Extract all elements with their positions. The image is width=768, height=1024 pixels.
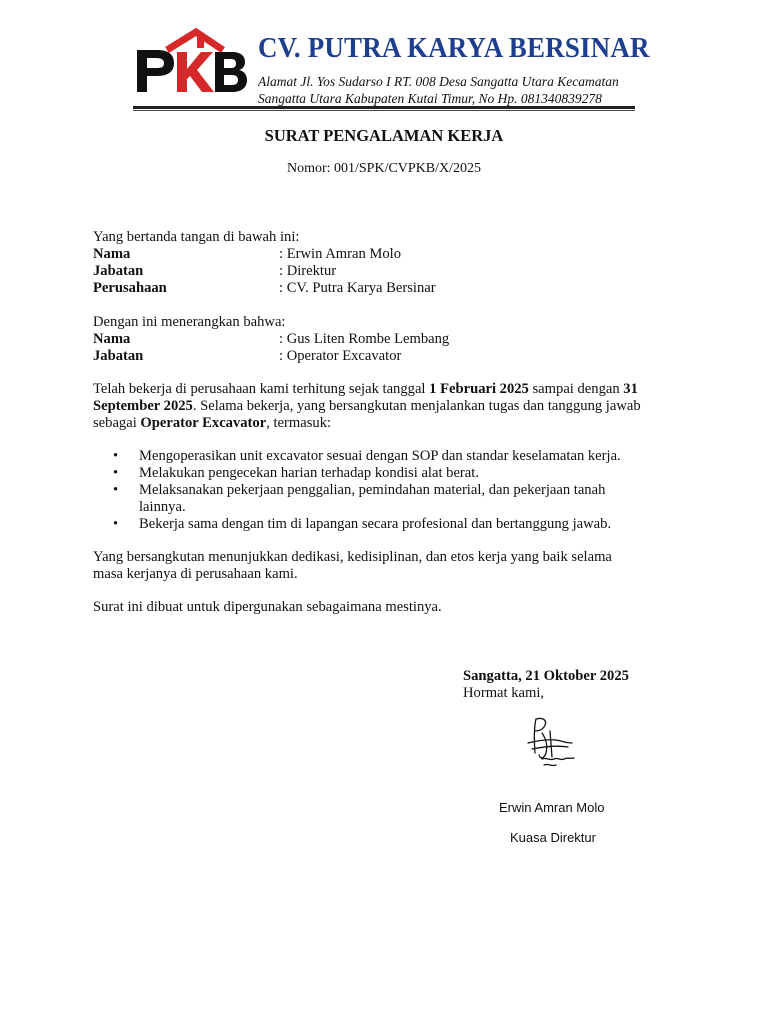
signer-position-value: : Direktur [279, 263, 337, 279]
list-item: • Melakukan pengecekan harian terhadap kondisi alat berat. [139, 465, 669, 482]
document-title: SURAT PENGALAMAN KERJA [264, 126, 504, 145]
start-date: 1 Februari 2025 [429, 381, 529, 397]
address-line-1: Alamat Jl. Yos Sudarso I RT. 008 Desa Sangatta Utara Kecamatan [258, 74, 619, 89]
handwritten-signature-icon [522, 713, 584, 775]
signer-company-label: Perusahaan [93, 280, 167, 296]
signer-name: Erwin Amran Molo [499, 800, 605, 815]
body-text: sebagai [93, 415, 141, 431]
end-date-month-year: September 2025 [93, 398, 193, 414]
body-text: , termasuk: [266, 415, 332, 431]
signer-company-value: : CV. Putra Karya Bersinar [279, 280, 436, 296]
list-item: • Melaksanakan pekerjaan penggalian, pemindahan material, dan pekerjaan tanah lainnya. [139, 482, 639, 516]
closing-statement: Surat ini dibuat untuk dipergunakan sebagaimana mestinya. [93, 599, 442, 615]
subject-name-label: Nama [93, 331, 131, 347]
closing-paragraph-line-2: masa kerjanya di perusahaan kami. [93, 566, 298, 582]
signer-position: Kuasa Direktur [510, 830, 596, 845]
company-name: CV. PUTRA KARYA BERSINAR [258, 32, 650, 64]
closing-paragraph-line-1: Yang bersangkutan menunjukkan dedikasi, kedisiplinan, dan etos kerja yang baik selama [93, 549, 612, 565]
body-text: sampai dengan [528, 381, 624, 397]
letterhead-divider [133, 106, 635, 109]
subject-position-value: : Operator Excavator [279, 348, 402, 364]
body-paragraph-line-2 [93, 398, 641, 415]
letterhead-divider-thin [133, 110, 635, 111]
body-text: . Selama bekerja, yang bersangkutan menjalankan tugas dan tanggung jawab [192, 398, 641, 414]
document-number: Nomor: 001/SPK/CVPKB/X/2025 [286, 161, 482, 176]
signer-intro: Yang bertanda tangan di bawah ini: [93, 229, 300, 245]
signer-position-label: Jabatan [93, 263, 144, 279]
end-date-day: 31 [623, 381, 638, 397]
subject-position-label: Jabatan [93, 348, 144, 364]
greeting: Hormat kami, [463, 685, 545, 701]
job-title: Operator Excavator [140, 415, 267, 431]
body-paragraph-line-1 [93, 381, 638, 398]
signer-name-label: Nama [93, 246, 131, 262]
company-logo [133, 28, 248, 98]
address-line-2: Sangatta Utara Kabupaten Kutai Timur, No Hp. 081340839278 [258, 91, 602, 106]
place-date: Sangatta, 21 Oktober 2025 [463, 668, 629, 684]
list-item: • Mengoperasikan unit excavator sesuai dengan SOP dan standar keselamatan kerja. [139, 448, 669, 465]
body-text: Telah bekerja di perusahaan kami terhitung sejak tanggal [93, 381, 430, 397]
body-paragraph-line-3 [93, 415, 331, 432]
subject-name-value: : Gus Liten Rombe Lembang [279, 331, 450, 347]
company-address [258, 73, 619, 107]
list-item: • Bekerja sama dengan tim di lapangan secara profesional dan bertanggung jawab. [139, 516, 669, 533]
signer-name-value: : Erwin Amran Molo [279, 246, 402, 262]
duties-list [93, 448, 669, 533]
subject-intro: Dengan ini menerangkan bahwa: [93, 314, 286, 330]
